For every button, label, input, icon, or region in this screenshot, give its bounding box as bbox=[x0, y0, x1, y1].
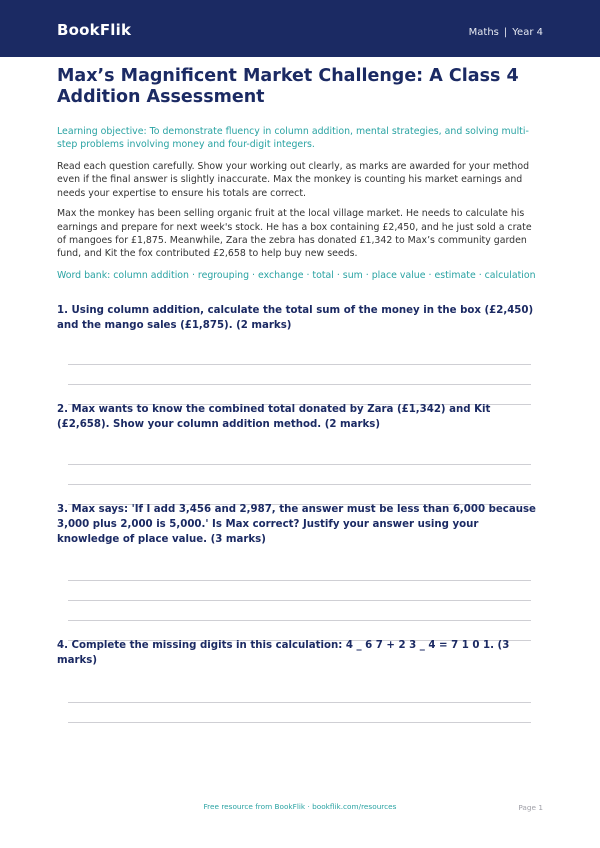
question-4: 4. Complete the missing digits in this calculation: 4 _ 6 7 + 2 3 _ 4 = 7 1 0 1. (3 marks) bbox=[57, 639, 510, 666]
question-1: 1. Using column addition, calculate the total sum of the money in the box (£2,450) and the mango sales (£1,875). (2 marks) bbox=[57, 304, 534, 331]
learning-objective: Learning objective: To demonstrate fluency in column addition, mental strategies, and solving multi-step problems involving money and four-digit integers. bbox=[57, 126, 529, 150]
answer-line[interactable] bbox=[68, 722, 531, 723]
page-number: Page 1 bbox=[518, 803, 543, 812]
brand-logo[interactable]: BookFlik bbox=[57, 21, 132, 39]
answer-line[interactable] bbox=[68, 364, 531, 365]
footer-source: Free resource from BookFlik · bookflik.com/resources bbox=[203, 802, 397, 811]
story-paragraph: Max the monkey has been selling organic fruit at the local village market. He needs to calculate his earnings and prepare for next week's stock. He has a box containing £2,450, and he just sold a crate of mangoes for £1,875. Meanwhile, Zara the zebra has donated £1,342 to Max’s community garden fund, and Kit the fox contributed £2,658 to help buy new seeds. bbox=[57, 208, 532, 260]
worksheet-body bbox=[57, 66, 543, 723]
header-bar bbox=[0, 0, 600, 57]
instructions-paragraph: Read each question carefully. Show your working out clearly, as marks are awarded for your method even if the final answer is slightly inaccurate. Max the monkey is counting his market earnings and needs your expertise to ensure his totals are correct. bbox=[57, 161, 530, 199]
question-2: 2. Max wants to know the combined total donated by Zara (£1,342) and Kit (£2,658). Show your column addition method. (2 marks) bbox=[57, 403, 491, 430]
question-3: 3. Max says: 'If I add 3,456 and 2,987, the answer must be less than 6,000 because 3,000 plus 2,000 is 5,000.' Is Max correct? Justify your answer using your knowledge of place value. (3 marks) bbox=[57, 503, 536, 545]
answer-line[interactable] bbox=[68, 580, 531, 581]
answer-line[interactable] bbox=[68, 464, 531, 465]
page-title: Max’s Magnificent Market Challenge: A Class 4 Addition Assessment bbox=[57, 66, 519, 107]
year-label: Year 4 bbox=[512, 27, 543, 38]
answer-line[interactable] bbox=[68, 600, 531, 601]
subject-label: Maths bbox=[468, 27, 499, 38]
answer-line[interactable] bbox=[68, 384, 531, 385]
subject-year bbox=[469, 27, 543, 38]
separator: | bbox=[503, 27, 508, 38]
answer-area-3[interactable] bbox=[57, 580, 543, 641]
answer-area-2[interactable] bbox=[57, 464, 543, 505]
answer-area-4[interactable] bbox=[57, 702, 543, 723]
answer-line[interactable] bbox=[68, 620, 531, 621]
answer-line[interactable] bbox=[68, 702, 531, 703]
word-bank: Word bank: column addition · regrouping · exchange · total · sum · place value · estimate · calculation bbox=[57, 269, 536, 281]
answer-area-1[interactable] bbox=[57, 364, 543, 405]
answer-line[interactable] bbox=[68, 484, 531, 485]
